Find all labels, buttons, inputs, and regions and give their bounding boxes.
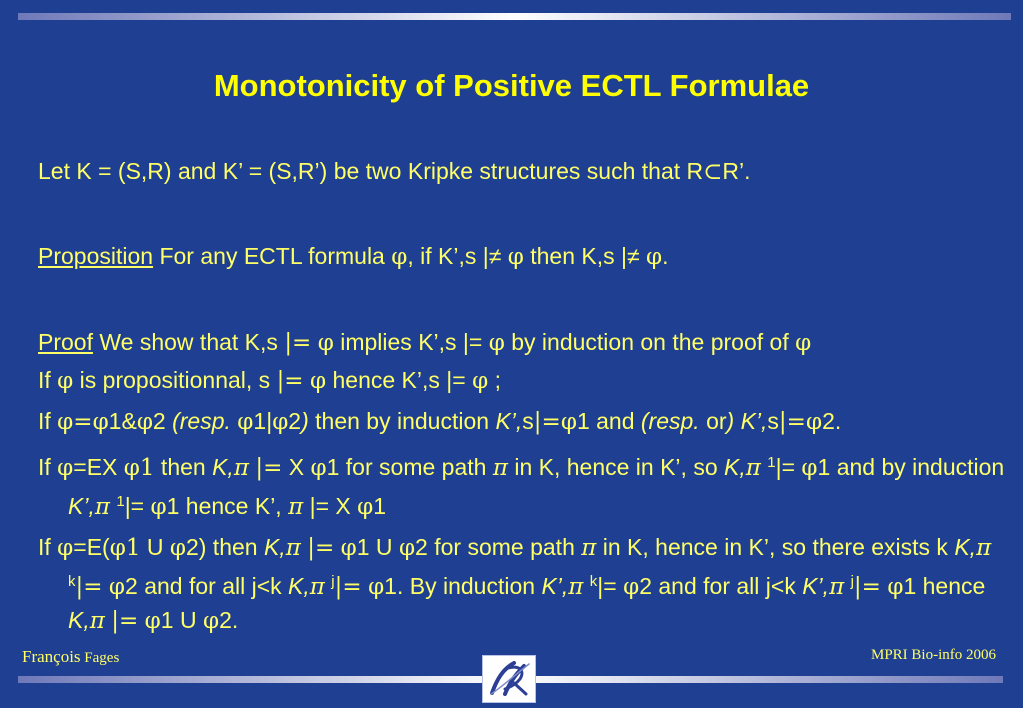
slide-title: Monotonicity of Positive ECTL Formulae	[213, 68, 810, 103]
footer-author	[22, 647, 119, 667]
phi-symbol: φ	[507, 244, 524, 270]
phi-symbol: φ	[391, 244, 408, 270]
footer-author-last: Fages	[80, 650, 120, 666]
footer-course: MPRI Bio-info 2006	[870, 647, 996, 663]
proof-line-2: If φ is propositionnal, s |= φ hence K’,s |= φ ;	[38, 367, 501, 394]
top-divider	[18, 13, 1011, 20]
proof-line-3: If φ=φ1&φ2 (resp. φ1|φ2) then by induction K’,s|=φ1 and (resp. or) K’,s|=φ2.	[38, 408, 842, 435]
proof-label: Proof	[38, 329, 93, 355]
subset-symbol: ⊂	[703, 159, 723, 185]
proof-line-1: Proof We show that K,s |= φ implies K’,s |= φ by induction on the proof of φ	[38, 329, 812, 356]
phi-symbol: φ	[646, 244, 663, 270]
proof-line-4: If φ=EX φ1 then K,π |= X φ1 for some path π in K, hence in K’, so K,π $^1$|= φ1 and by induction K’,π $^1$|= φ1 hence K’, π |= X φ1	[38, 454, 1005, 520]
intro-paragraph: Let K = (S,R) and K’ = (S,R’) be two Kripke structures such that R⊂R’.	[38, 158, 751, 185]
proof-line-5: If φ=E(φ1 U φ2) then K,π |= φ1 U φ2 for some path π in K, hence in K’, so there exists k K,π $^k$|= φ2 and for all j<k K,π $^j$|= φ1. By induction K’,π $^k$|= φ2 and for all j<k K’,π $^j$|= φ1 hence K,π |= φ1 U φ2.	[38, 534, 992, 634]
footer-author-first: François	[22, 647, 81, 666]
proposition-label: Proposition	[38, 243, 154, 269]
proposition-paragraph: Proposition For any ECTL formula φ, if K’,s |≠ φ then K,s |≠ φ.	[38, 243, 669, 270]
inria-logo-icon	[482, 655, 536, 703]
slide-content	[38, 153, 1003, 638]
